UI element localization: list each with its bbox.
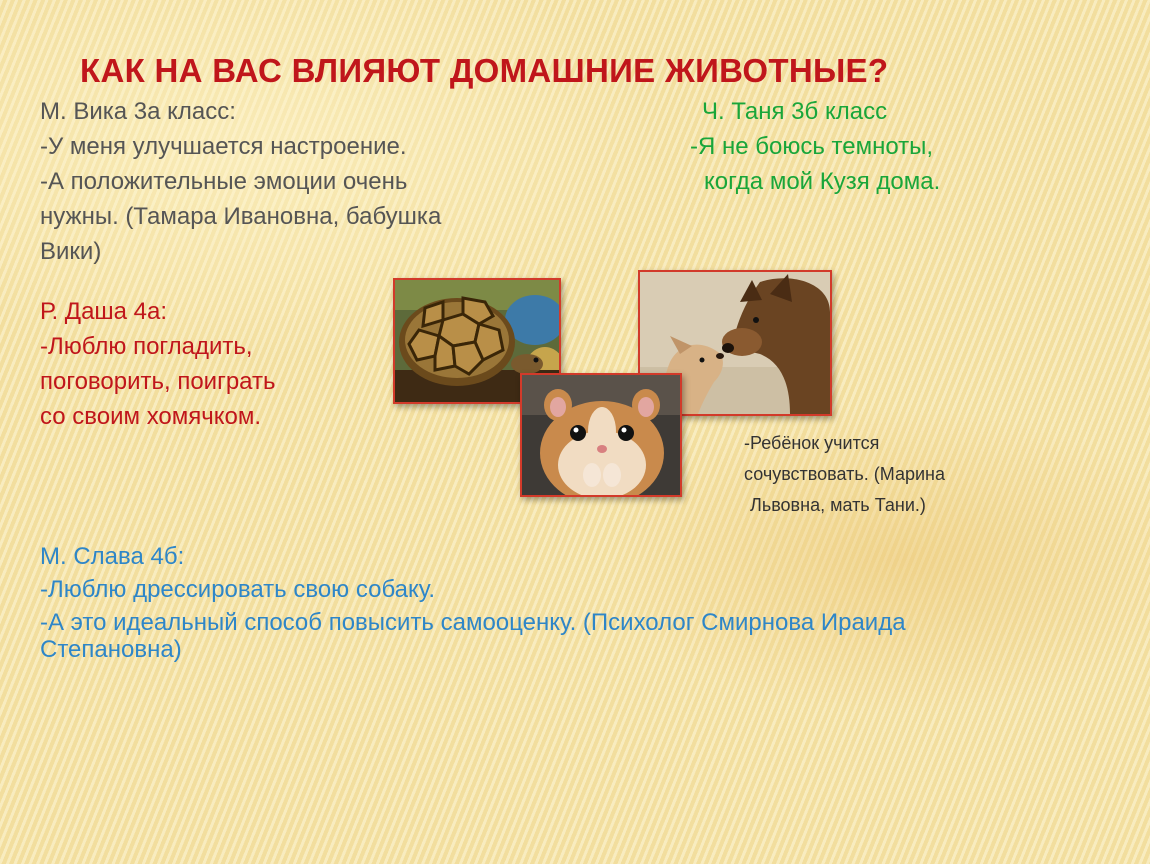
vika-line-3: нужны. (Тамара Ивановна, бабушка: [40, 203, 442, 230]
vika-line-2: -А положительные эмоции очень: [40, 168, 408, 195]
slava-block: [40, 540, 1040, 666]
vika-line-4: Вики): [40, 238, 102, 265]
hamster-photo: [520, 373, 682, 497]
tanya-line-2: когда мой Кузя дома.: [704, 168, 941, 195]
slava-heading: М. Слава 4б:: [40, 543, 185, 570]
marina-line-2: сочувствовать. (Марина: [744, 464, 945, 484]
dasha-line-1: -Люблю погладить,: [40, 333, 253, 360]
vika-block: [40, 94, 520, 269]
dasha-block: [40, 294, 360, 434]
slava-line-3: Степановна): [40, 636, 182, 663]
tanya-heading: Ч. Таня 3б класс: [702, 98, 888, 125]
slava-line-2: -А это идеальный способ повысить самооценку. (Психолог Смирнова Ираида: [40, 609, 906, 636]
marina-line-3: Львовна, мать Тани.): [750, 495, 926, 515]
dasha-heading: Р. Даша 4а:: [40, 298, 168, 325]
marina-line-1: -Ребёнок учится: [744, 433, 880, 453]
slava-line-1: -Люблю дрессировать свою собаку.: [40, 576, 436, 603]
vika-line-1: -У меня улучшается настроение.: [40, 133, 407, 160]
tanya-line-1: -Я не боюсь темноты,: [690, 133, 934, 160]
dasha-line-2: поговорить, поиграть: [40, 368, 276, 395]
tanya-block: [690, 94, 1010, 199]
marina-note: [744, 428, 1004, 521]
dasha-line-3: со своим хомячком.: [40, 403, 262, 430]
vika-heading: М. Вика 3а класс:: [40, 98, 236, 125]
slide-title: КАК НА ВАС ВЛИЯЮТ ДОМАШНИЕ ЖИВОТНЫЕ?: [80, 52, 889, 89]
